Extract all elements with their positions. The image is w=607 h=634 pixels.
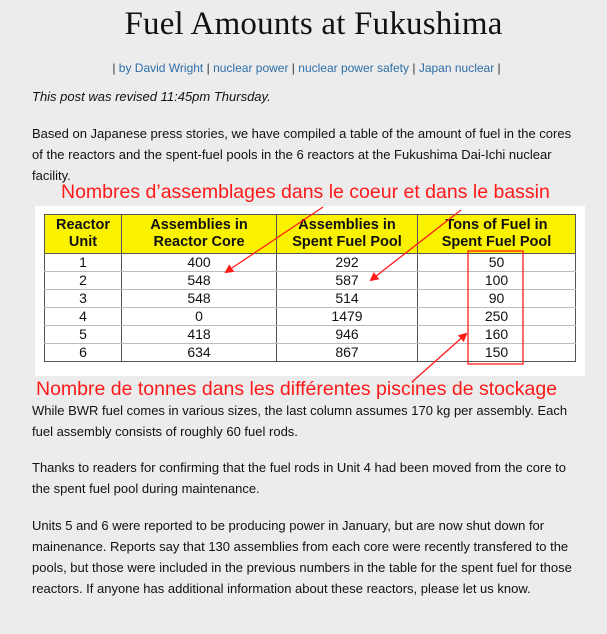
author-link[interactable]: by David Wright: [118, 61, 204, 75]
cell-tons: 250: [418, 308, 576, 326]
cell-unit: 3: [45, 290, 122, 308]
cell-tons: 90: [418, 290, 576, 308]
cell-unit: 2: [45, 272, 122, 290]
header-tons-fuel: Tons of Fuel in Spent Fuel Pool: [418, 215, 576, 254]
cell-tons: 50: [418, 254, 576, 272]
cell-core: 548: [122, 272, 277, 290]
thanks-paragraph: Thanks to readers for confirming that the fuel rods in Unit 4 had been moved from the core to the spent fuel pool during maintenance.: [32, 460, 567, 496]
byline-separator: |: [412, 61, 416, 75]
header-reactor-unit: Reactor Unit: [45, 215, 122, 254]
cell-unit: 4: [45, 308, 122, 326]
cell-unit: 1: [45, 254, 122, 272]
units-paragraph: Units 5 and 6 were reported to be producing power in January, but are now shut down for mainenance. Reports say that 130 assemblies from each core were recently transfered to the pools, but those were included in the previous numbers in the table for the spent fuel for those reactors. If anyone has additional information about these reactors, please let us know.: [32, 518, 572, 596]
cell-unit: 5: [45, 326, 122, 344]
byline-separator: |: [497, 61, 501, 75]
cell-pool: 514: [277, 290, 418, 308]
table-row: [45, 326, 576, 344]
table-row: [45, 254, 576, 272]
tag-link-japan-nuclear[interactable]: Japan nuclear: [418, 61, 495, 75]
cell-pool: 292: [277, 254, 418, 272]
cell-tons: 100: [418, 272, 576, 290]
cell-core: 418: [122, 326, 277, 344]
byline-separator: |: [112, 61, 116, 75]
cell-pool: 1479: [277, 308, 418, 326]
cell-unit: 6: [45, 344, 122, 362]
table-container: [35, 206, 585, 376]
page-title: Fuel Amounts at Fukushima: [124, 6, 503, 42]
cell-pool: 867: [277, 344, 418, 362]
byline-separator: |: [206, 61, 210, 75]
table-row: [45, 308, 576, 326]
cell-pool: 587: [277, 272, 418, 290]
byline: [0, 61, 607, 75]
tag-link-nuclear-power-safety[interactable]: nuclear power safety: [298, 61, 409, 75]
bwr-paragraph: While BWR fuel comes in various sizes, the last column assumes 170 kg per assembly. Each fuel assembly consists of roughly 60 fuel rods.: [32, 403, 568, 439]
intro-paragraph: Based on Japanese press stories, we have compiled a table of the amount of fuel in the cores of the reactors and the spent-fuel pools in the 6 reactors at the Fukushima Dai-Ichi nuclear facility.: [32, 126, 572, 183]
cell-pool: 946: [277, 326, 418, 344]
annotation-assemblies: Nombres d’assemblages dans le coeur et dans le bassin: [61, 181, 550, 203]
cell-tons: 160: [418, 326, 576, 344]
cell-core: 548: [122, 290, 277, 308]
cell-core: 0: [122, 308, 277, 326]
header-assemblies-core: Assemblies in Reactor Core: [122, 215, 277, 254]
revision-note: This post was revised 11:45pm Thursday.: [32, 89, 271, 104]
table-row: [45, 290, 576, 308]
table-row: [45, 344, 576, 362]
annotation-tons: Nombre de tonnes dans les différentes piscines de stockage: [36, 378, 558, 400]
byline-separator: |: [291, 61, 295, 75]
cell-tons: 150: [418, 344, 576, 362]
table-row: [45, 272, 576, 290]
cell-core: 400: [122, 254, 277, 272]
table-header-row: [45, 215, 576, 254]
fuel-table: [44, 214, 576, 362]
tag-link-nuclear-power[interactable]: nuclear power: [213, 61, 289, 75]
header-assemblies-pool: Assemblies in Spent Fuel Pool: [277, 215, 418, 254]
cell-core: 634: [122, 344, 277, 362]
